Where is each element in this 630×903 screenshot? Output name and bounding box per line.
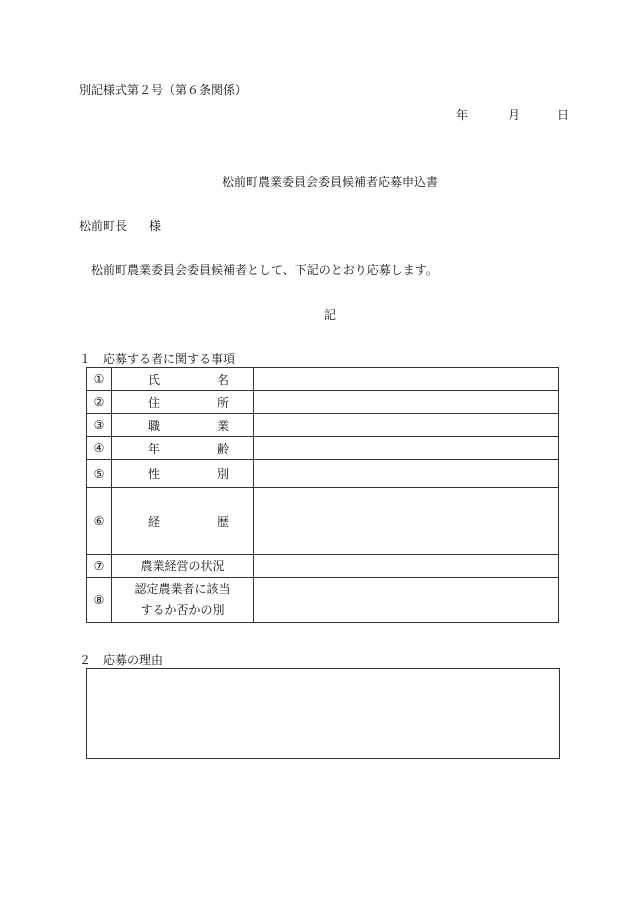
row-number: ⑦ <box>87 555 112 578</box>
reason-field[interactable] <box>86 668 560 759</box>
table-row <box>87 437 559 460</box>
label-char: 職 <box>148 418 161 433</box>
label-char: 業 <box>216 418 229 433</box>
ki-heading: 記 <box>323 308 336 322</box>
certified-farmer-field[interactable] <box>254 578 559 623</box>
row-label <box>112 578 254 623</box>
label-char: 歴 <box>216 514 229 529</box>
form-number: 別記様式第２号（第６条関係） <box>79 83 248 97</box>
date-day-label: 日 <box>557 108 570 122</box>
table-row <box>87 414 559 437</box>
table-row <box>87 555 559 578</box>
age-field[interactable] <box>254 437 559 460</box>
name-field[interactable] <box>254 368 559 391</box>
label-line: 認定農業者に該当 <box>134 582 231 596</box>
farm-management-field[interactable] <box>254 555 559 578</box>
label-char: 氏 <box>148 372 161 387</box>
addressee-honorific: 様 <box>149 219 162 233</box>
address-field[interactable] <box>254 391 559 414</box>
table-row <box>87 488 559 555</box>
section2-heading: ２ 応募の理由 <box>79 653 164 667</box>
row-label <box>112 391 254 414</box>
occupation-field[interactable] <box>254 414 559 437</box>
row-number: ⑤ <box>87 460 112 488</box>
label-char: 住 <box>148 395 161 410</box>
row-number: ⑥ <box>87 488 112 555</box>
addressee-name: 松前町長 <box>79 219 128 233</box>
row-number: ① <box>87 368 112 391</box>
row-label <box>112 437 254 460</box>
date-year-label: 年 <box>456 108 469 122</box>
intro-statement: 松前町農業委員会委員候補者として、下記のとおり応募します。 <box>91 263 438 277</box>
gender-field[interactable] <box>254 460 559 488</box>
label-char: 齢 <box>216 441 229 456</box>
date-month-label: 月 <box>508 108 521 122</box>
row-label <box>112 488 254 555</box>
label-char: 経 <box>148 514 161 529</box>
label-char: 名 <box>216 372 229 387</box>
label-char: 所 <box>216 395 229 410</box>
label-char: 年 <box>148 441 161 456</box>
row-number: ③ <box>87 414 112 437</box>
row-number: ④ <box>87 437 112 460</box>
table-row <box>87 391 559 414</box>
career-field[interactable] <box>254 488 559 555</box>
table-row <box>87 578 559 623</box>
row-number: ② <box>87 391 112 414</box>
section1-heading: １ 応募する者に関する事項 <box>79 352 236 366</box>
label-text: 農業経営の状況 <box>140 559 225 573</box>
row-label <box>112 368 254 391</box>
label-line: するか否かの別 <box>140 603 225 617</box>
label-char: 性 <box>148 467 161 481</box>
label-char: 別 <box>216 467 229 481</box>
row-number: ⑧ <box>87 578 112 623</box>
table-row <box>87 368 559 391</box>
applicant-info-table <box>86 367 559 623</box>
row-label <box>112 460 254 488</box>
document-title: 松前町農業委員会委員候補者応募申込書 <box>221 175 438 189</box>
row-label <box>112 414 254 437</box>
row-label <box>112 555 254 578</box>
table-row <box>87 460 559 488</box>
